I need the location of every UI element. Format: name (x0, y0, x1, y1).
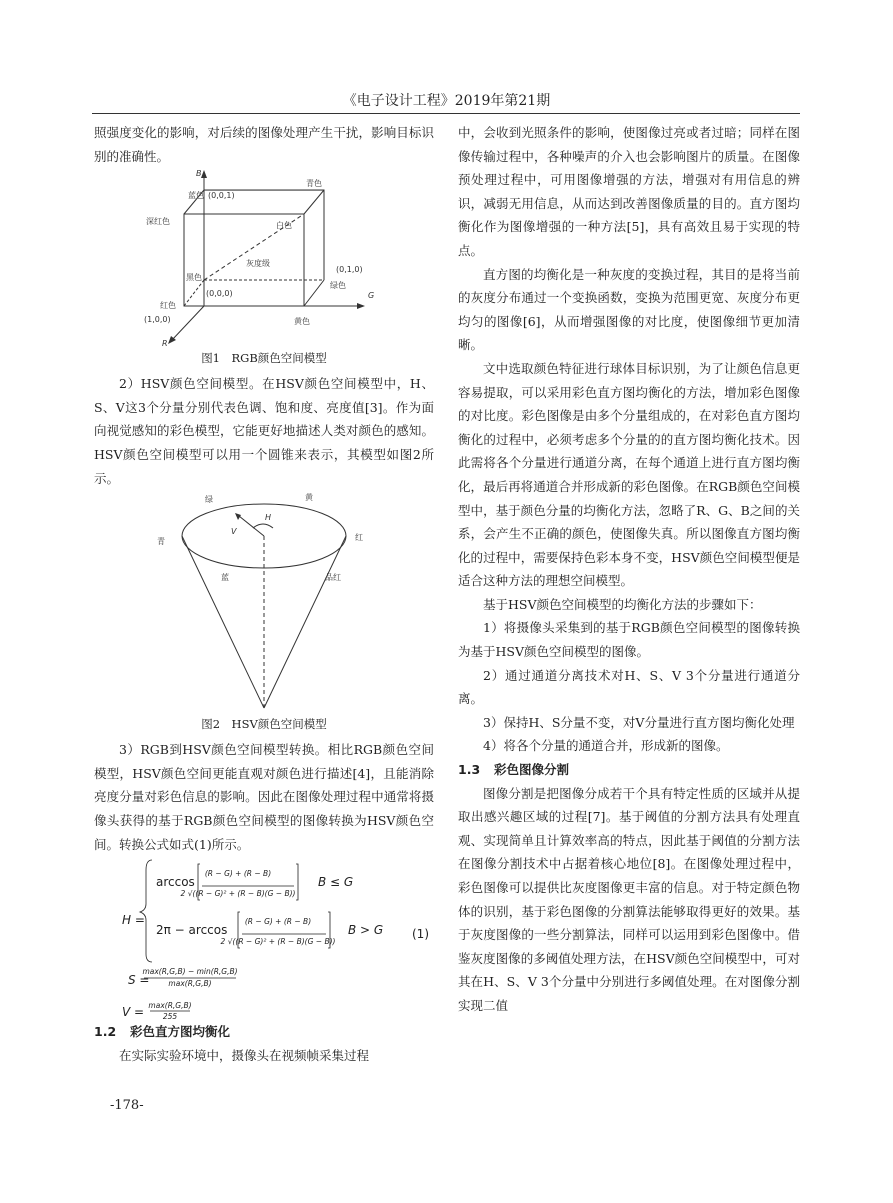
eq-frac-num-2: (R − G) + (R − B) (244, 917, 312, 927)
eq-cond-1: B ≤ G (318, 875, 354, 890)
cone-left-side (182, 536, 264, 708)
eq-frac-num-1: (R − G) + (R − B) (204, 869, 272, 879)
eq-arccos-1: arccos (156, 875, 195, 890)
cube-edge-tr (304, 190, 324, 214)
hsv-intro-paragraph: 2）HSV颜色空间模型。在HSV颜色空间模型中，H、S、V这3个分量分别代表色调、饱和度、亮度值[3]。作为面向视觉感知的彩色模型，它能更好地描述人类对颜色的感知。HSV颜色空间模型可以用一个圆锥来表示，其模型如图2所示。 (94, 376, 434, 486)
figure-1-caption: 图1 RGB颜色空间模型 (201, 351, 327, 366)
blue-label: 蓝 (221, 573, 229, 583)
blue-label: 蓝色 (188, 191, 204, 201)
eq-v-den: 255 (162, 1012, 178, 1021)
eq-left-brace (140, 860, 152, 962)
g-axis-label: G (368, 291, 375, 301)
black-coord-label: (0,0,0) (206, 289, 233, 299)
eq-s-num: max(R,G,B) − min(R,G,B) (142, 967, 238, 977)
eq-s-den: max(R,G,B) (168, 979, 212, 989)
right-column (458, 121, 800, 1018)
cone-right-side (264, 536, 346, 708)
step-4: 4）将各个分量的通道合并，形成新的图像。 (483, 738, 729, 754)
section-title: 彩色图像分割 (494, 762, 570, 778)
figure-2-caption: 图2 HSV颜色空间模型 (201, 717, 327, 732)
h-label: H (265, 513, 272, 523)
magenta-label: 品红 (325, 573, 341, 583)
hsv-cone-figure (149, 490, 379, 712)
yellow-label: 黄 (305, 493, 313, 503)
eq-s-lhs: S = (128, 973, 150, 988)
yellow-label: 黄色 (294, 317, 310, 327)
black-label: 黑色 (186, 273, 202, 283)
red-label: 红 (355, 533, 363, 543)
eq-h-lhs: H = (122, 913, 145, 928)
conversion-paragraph: 3）RGB到HSV颜色空间模型转换。相比RGB颜色空间模型，HSV颜色空间更能直观对颜色进行描述[4]，且能消除亮度分量对彩色信息的影响。因此在图像处理过程中通常将摄像头获得的基于RGB颜色空间模型的图像转换为HSV颜色空间。转换公式如式(1)所示。 (94, 742, 434, 852)
section-1-2-heading (94, 1020, 434, 1044)
section-1-3-heading (458, 758, 800, 782)
eq-v-lhs: V = (122, 1005, 145, 1020)
rgb-cube-figure (144, 168, 384, 346)
r-axis-label: R (162, 339, 168, 347)
cube-edge-br (304, 280, 324, 306)
blue-coord-label: (0,0,1) (208, 191, 235, 201)
cyan-label: 青色 (306, 179, 322, 189)
page-number: -178- (110, 1098, 144, 1113)
white-label: 白色 (276, 221, 292, 231)
continued-paragraph: 中，会收到光照条件的影响，使图像过亮或者过暗；同样在图像传输过程中，各种噪声的介入也会影响图片的质量。在图像预处理过程中，可用图像增强的方法，增强对有用信息的辨识，减弱无用信息，从而达到改善图像质量的目的。直方图均衡化作为图像增强的一种方法[5]，具有高效且易于实现的特点。 (458, 125, 800, 258)
gray-label: 灰度级 (246, 259, 270, 269)
journal-header: 《电子设计工程》2019年第21期 (342, 93, 551, 109)
steps-intro: 基于HSV颜色空间模型的均衡化方法的步骤如下： (483, 596, 762, 612)
h-angle-arc (253, 524, 273, 528)
b-axis-arrow (201, 170, 207, 178)
green-label: 绿色 (330, 281, 346, 291)
g-axis-arrow (357, 303, 365, 309)
section-number: 1.3 (458, 762, 481, 778)
equalization-paragraph: 直方图的均衡化是一种灰度的变换过程，其目的是将当前的灰度分布通过一个变换函数，变换为范围更宽、灰度分布更均匀的图像[6]，从而增强图像的对比度，使图像细节更加清晰。 (458, 266, 800, 353)
r-axis-line (172, 306, 204, 340)
section-number: 1.2 (94, 1024, 117, 1040)
header-rule (92, 113, 800, 114)
step-1: 1）将摄像头采集到的基于RGB颜色空间模型的图像转换为基于HSV颜色空间模型的图像。 (458, 620, 800, 660)
step-3: 3）保持H、S分量不变，对V分量进行直方图均衡化处理 (483, 714, 795, 730)
magenta-label: 深红色 (146, 217, 170, 227)
eq-frac-den-2: 2 √((R − G)² + (R − B)(G − B)) (220, 937, 336, 947)
eq-cond-2: B > G (348, 923, 384, 938)
v-vector (239, 516, 264, 536)
cube-hidden-left (184, 280, 204, 306)
step-2: 2）通过通道分离技术对H、S、V 3个分量进行通道分离。 (458, 667, 800, 707)
section-1-2-paragraph: 在实际实验环境中，摄像头在视频帧采集过程 (119, 1047, 370, 1063)
equation-1 (94, 856, 434, 1020)
eq-number: (1) (412, 927, 429, 942)
section-title: 彩色直方图均衡化 (130, 1024, 231, 1040)
green-coord-label: (0,1,0) (336, 265, 363, 275)
eq-v-num: max(R,G,B) (148, 1001, 192, 1011)
red-coord-label: (1,0,0) (144, 315, 171, 325)
intro-paragraph: 照强度变化的影响，对后续的图像处理产生干扰，影响目标识别的准确性。 (94, 125, 434, 164)
segmentation-paragraph: 图像分割是把图像分成若干个具有特定性质的区域并从提取出感兴趣区域的过程[7]。基于阈值的分割方法具有处理直观、实现简单且计算效率高的特点，因此基于阈值的分割方法在图像分割技术中占据着核心地位[8]。在图像处理过程中，彩色图像可以提供比灰度图像更丰富的信息。对于特定颜色物体的识别，基于彩色图像的分割算法能够取得更好的效果。基于灰度图像的一些分割算法，同样可以运用到彩色图像中。借鉴灰度图像的多阈值处理方法，在HSV颜色空间模型中，可对其在H、S、V 3个分量中分别进行多阈值处理。在对图像分割实现二值 (458, 785, 800, 1013)
b-axis-label: B (196, 169, 202, 179)
green-label: 绿 (205, 495, 213, 505)
v-label: V (231, 527, 237, 537)
left-column (94, 121, 434, 1067)
red-label: 红色 (160, 301, 176, 311)
eq-two-pi: 2π − arccos (156, 923, 228, 938)
cyan-label: 青 (157, 537, 165, 547)
eq-frac-den-1: 2 √((R − G)² + (R − B)(G − B)) (180, 889, 296, 899)
color-feature-paragraph: 文中选取颜色特征进行球体目标识别，为了让颜色信息更容易提取，可以采用彩色直方图均衡化的方法，增加彩色图像的对比度。彩色图像是由多个分量组成的，在对彩色直方图均衡化的过程中，必须考虑多个分量的的直方图均衡化技术。因此需将各个分量进行通道分离，在每个通道上进行直方图均衡化，最后再将通道合并形成新的彩色图像。在RGB颜色空间模型中，基于颜色分量的均衡化方法，忽略了R、G、B之间的关系，会产生不正确的颜色，使图像失真。所以图像直方图均衡化的过程中，需要保持色彩本身不变，HSV颜色空间模型便是适合这种方法的理想空间模型。 (458, 360, 800, 589)
